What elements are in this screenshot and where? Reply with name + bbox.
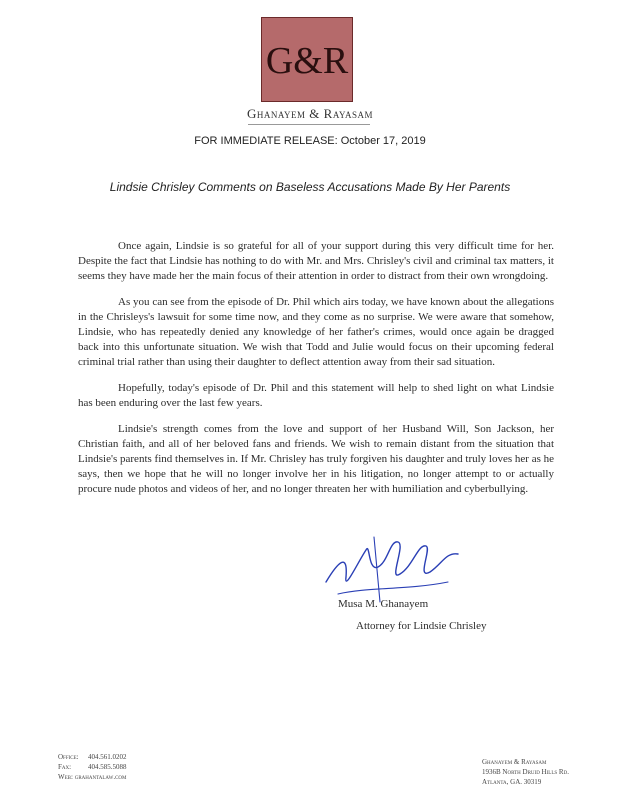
web-label: Web: xyxy=(58,773,73,781)
fax-number: 404.585.5088 xyxy=(88,763,127,771)
paragraph-1: Once again, Lindsie is so grateful for all of your support during this very difficult time for her. Despite the fact that Lindsie has nothing to do with Mr. and Mrs. Chrisley's civil and criminal tax matters, it seems they have made her the main focus of their attention in order to distract from their own wrongdoing. xyxy=(78,240,554,282)
firm-name: Ghanayem & Rayasam xyxy=(246,106,374,121)
firm-logo-mark xyxy=(262,18,352,101)
web-address: grahantalaw.com xyxy=(74,773,127,781)
paragraph-4: Lindsie's strength comes from the love and support of her Husband Will, Son Jackson, her Christian faith, and all of her beloved fans and friends. We wish to remain distant from the situation that Lindsie's parents find themselves in. If Mr. Chrisley has truly forgiven his daughter and truly loves her as he says, then we hope that he will no longer involve her in his litigation, no longer attempt to or actually procure nude photos and videos of her, and no longer threaten her with humiliation and cyberbullying. xyxy=(78,423,554,495)
footer-street: 1936B North Druid Hills Rd. xyxy=(482,768,569,776)
release-date-line: FOR IMMEDIATE RELEASE: October 17, 2019 xyxy=(194,135,426,147)
office-label: Office: xyxy=(58,753,79,761)
office-phone: 404.561.0202 xyxy=(88,753,127,761)
paragraph-3: Hopefully, today's episode of Dr. Phil and this statement will help to shed light on what Lindsie has been enduring over the last few years. xyxy=(78,382,554,409)
fax-label: Fax: xyxy=(58,763,72,771)
firm-divider xyxy=(248,124,370,125)
headline: Lindsie Chrisley Comments on Baseless Accusations Made By Her Parents xyxy=(109,180,511,194)
svg-text:G&R: G&R xyxy=(265,40,349,82)
firm-logo xyxy=(261,17,353,102)
footer-contact xyxy=(58,752,127,782)
footer-city: Atlanta, GA. 30319 xyxy=(482,778,542,786)
statement-body xyxy=(78,239,554,508)
signer-name: Musa M. Ghanayem xyxy=(338,598,429,610)
footer-address xyxy=(482,757,569,787)
footer-firm-name: Ghanayem & Rayasam xyxy=(482,758,547,766)
paragraph-2: As you can see from the episode of Dr. Phil which airs today, we have known about the allegations in the Chrisleys's lawsuit for some time now, and they come as no surprise. We were aware that somehow, Lindsie, who has repeatedly denied any knowledge of her father's crimes, would once again be dragged back into this unfortunate situation. We wish that Todd and Julie would focus on their upcoming federal criminal trial rather than using their daughter to deflect attention away from their sad situation. xyxy=(78,296,554,368)
signer-title: Attorney for Lindsie Chrisley xyxy=(356,620,487,632)
